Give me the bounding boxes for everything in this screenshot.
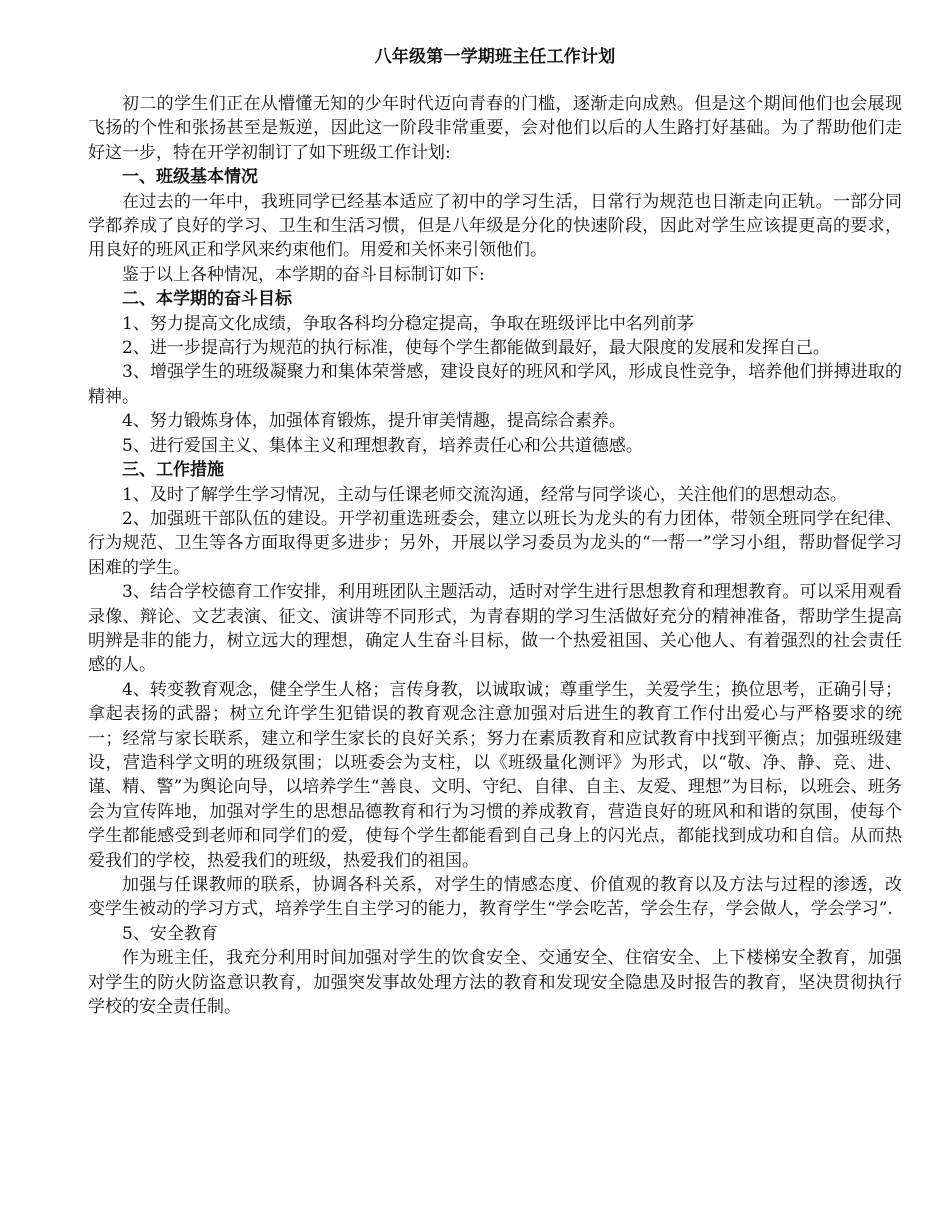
paragraph: 4、转变教育观念，健全学生人格；言传身教，以诚取诚；尊重学生，关爱学生；换位思考，正确引导；拿起表扬的武器；树立允许学生犯错误的教育观念注意加强对后进生的教育工作付出爱心与严格要求的统一；经常与家长联系，建立和学生家长的良好关系；努力在素质教育和应试教育中找到平衡点；加强班级建设，营造科学文明的班级氛围；以班委会为支柱，以《班级量化测评》为形式，以“敬、净、静、竞、进、谨、精、警”为舆论向导，以培养学生“善良、文明、守纪、自律、自主、友爱、理想”为目标，以班会、班务会为宣传阵地，加强对学生的思想品德教育和行为习惯的养成教育，营造良好的班风和和谐的氛围，使每个学生都能感受到老师和同学们的爱，使每个学生都能看到自己身上的闪光点，都能找到成功和自信。从而热爱我们的学校，热爱我们的班级，热爱我们的祖国。 [88,679,902,871]
section-heading: 二、本学期的奋斗目标 [122,289,292,310]
paragraph: 1、努力提高文化成绩，争取各科均分稳定提高，争取在班级评比中名列前茅 [122,313,694,334]
paragraph: 在过去的一年中，我班同学已经基本适应了初中的学习生活，日常行为规范也日渐走向正轨。一部分同学都养成了良好的学习、卫生和生活习惯，但是八年级是分化的快速阶段，因此对学生应该提更高的要求，用良好的班风正和学风来约束他们。用爱和关怀来引领他们。 [88,191,902,261]
paragraph: 初二的学生们正在从懵懂无知的少年时代迈向青春的门槛，逐渐走向成熟。但是这个期间他们也会展现飞扬的个性和张扬甚至是叛逆，因此这一阶段非常重要，会对他们以后的人生路打好基础。为了帮助他们走好这一步，特在开学初制订了如下班级工作计划: [88,94,902,163]
paragraph: 2、加强班干部队伍的建设。开学初重选班委会，建立以班长为龙头的有力团体，带领全班同学在纪律、行为规范、卫生等各方面取得更多进步；另外，开展以学习委员为龙头的“一帮一”学习小组，帮助督促学习困难的学生。 [88,508,902,578]
paragraph: 1、及时了解学生学习情况，主动与任课老师交流沟通，经常与同学谈心，关注他们的思想动态。 [122,484,847,505]
document-page [88,44,902,1019]
document-body [88,92,902,1019]
paragraph: 5、进行爱国主义、集体主义和理想教育，培养责任心和公共道德感。 [122,435,643,456]
document-title: 八年级第一学期班主任工作计划 [374,47,616,67]
section-heading: 一、班级基本情况 [122,167,258,188]
paragraph: 3、结合学校德育工作安排，利用班团队主题活动，适时对学生进行思想教育和理想教育。可以采用观看录像、辩论、文艺表演、征文、演讲等不同形式，为青春期的学习生活做好充分的精神准备，帮助学生提高明辨是非的能力，树立远大的理想，确定人生奋斗目标，做一个热爱祖国、关心他人、有着强烈的社会责任感的人。 [88,582,902,676]
paragraph: 2、进一步提高行为规范的执行标准，使每个学生都能做到最好，最大限度的发展和发挥自己。 [122,338,830,359]
paragraph: 5、安全教育 [122,923,218,944]
paragraph: 加强与任课教师的联系，协调各科关系，对学生的情感态度、价值观的教育以及方法与过程的渗透，改变学生被动的学习方式，培养学生自主学习的能力，教育学生“学会吃苦，学会生存，学会做人，学会学习”. [88,875,902,920]
paragraph: 4、努力锻炼身体，加强体育锻炼，提升审美情趣，提高综合素养。 [122,411,626,432]
paragraph: 作为班主任，我充分利用时间加强对学生的饮食安全、交通安全、住宿安全、上下楼梯安全教育，加强对学生的防火防盗意识教育，加强突发事故处理方法的教育和发现安全隐患及时报告的教育，坚决贯彻执行学校的安全责任制。 [88,948,902,1018]
paragraph: 3、增强学生的班级凝聚力和集体荣誉感，建设良好的班风和学风，形成良性竞争，培养他们拼搏进取的精神。 [88,362,902,407]
paragraph: 鉴于以上各种情况，本学期的奋斗目标制订如下: [122,264,485,285]
section-heading: 三、工作措施 [122,460,224,481]
